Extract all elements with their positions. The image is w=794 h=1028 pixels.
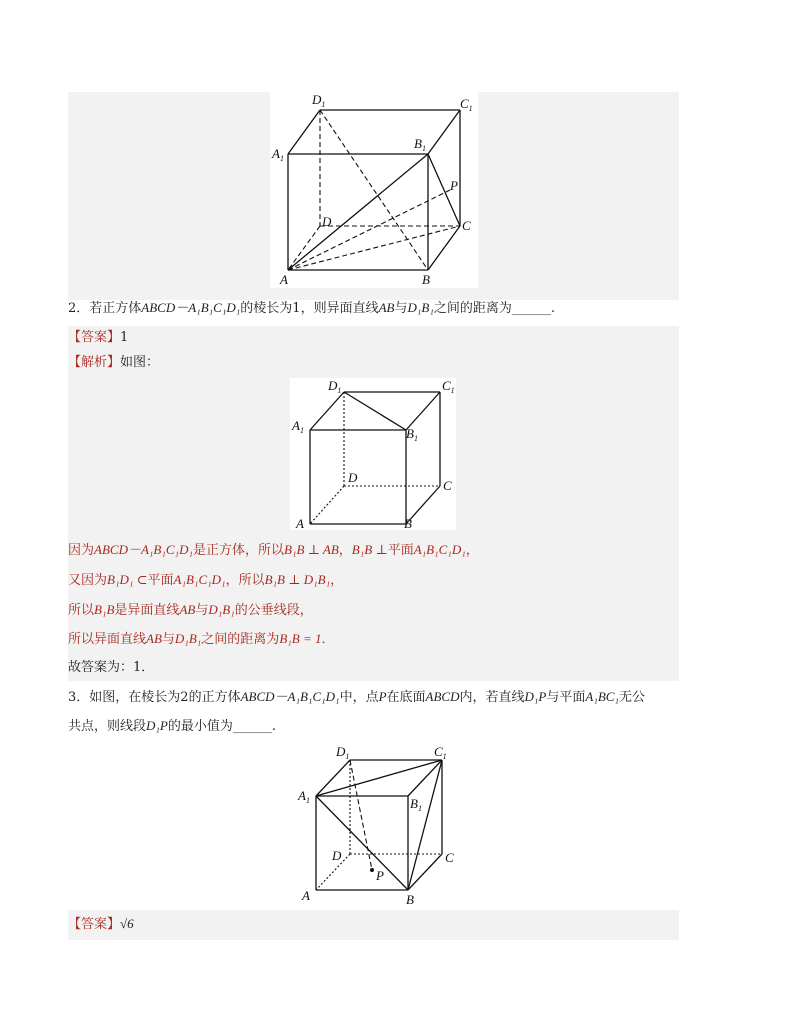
label-d: D — [348, 470, 358, 485]
q3-cube-name: ABCD－A₁B₁C₁D₁ — [240, 689, 340, 704]
label-a1: A — [272, 146, 280, 161]
sol-relation: B₁B ⊥ AB — [284, 542, 339, 557]
question-3-line-1 — [68, 685, 679, 710]
sol-relation: B₁B ⊥ D₁B₁ — [264, 572, 331, 587]
sol-conclusion: 故答案为：1． — [68, 660, 155, 675]
q3-text: . — [271, 719, 277, 734]
sol-text: 平面 — [387, 543, 414, 558]
q3-answer-blank: ______ — [232, 719, 272, 734]
label-c1-sub: 1 — [450, 386, 455, 395]
q2-answer — [68, 326, 679, 350]
q3-answer — [68, 912, 679, 937]
sol-line: D₁B₁ — [174, 631, 202, 646]
svg-text:B1 — [410, 796, 422, 813]
svg-text:D1 — [327, 378, 341, 395]
sol-relation: B₁B ⊥ — [351, 542, 388, 557]
label-b1-sub: 1 — [421, 144, 426, 153]
svg-text:A1 — [271, 146, 284, 163]
q3-text: 无公 — [618, 690, 645, 705]
sol-text: 之间的距离为 — [201, 632, 280, 647]
q2-answer-blank: ______ — [511, 301, 551, 316]
svg-text:C1 — [434, 744, 447, 761]
q3-line: D₁P — [524, 689, 547, 704]
sol-text: 所以异面直线 — [68, 632, 147, 647]
sol-text: 又因为 — [68, 573, 108, 588]
label-d1-sub: 1 — [337, 386, 342, 395]
label-b1: B — [406, 426, 414, 441]
label-d1-sub: 1 — [345, 752, 350, 761]
q2-text: 之间的距离为 — [433, 301, 512, 316]
q2-text: ，则异面直线 — [300, 301, 379, 316]
q3-plane: A₁BC₁ — [585, 689, 619, 704]
sol-relation: B₁D₁ ⊂ — [107, 572, 148, 587]
sol-plane: A₁B₁C₁D₁ — [413, 542, 466, 557]
q2-text: 与 — [394, 301, 408, 316]
label-b1: B — [414, 136, 422, 151]
label-p: P — [376, 868, 384, 883]
analysis-text: 如图： — [120, 355, 160, 370]
svg-text:D1 — [311, 92, 325, 109]
answer-value: √6 — [120, 916, 134, 931]
q2-text: 若正方体 — [89, 301, 142, 316]
label-b1-sub: 1 — [413, 434, 418, 443]
svg-text:C1 — [442, 378, 455, 395]
sol-text: ， — [338, 543, 352, 558]
svg-text:A1 — [291, 418, 304, 435]
label-b: B — [422, 272, 430, 287]
sol-line: AB — [146, 631, 162, 646]
answer-tag: 【答案】 — [68, 917, 121, 932]
sol-segment: B₁B — [94, 602, 115, 617]
q2-text: 的棱长为 — [240, 301, 293, 316]
figure-cube-1 — [270, 92, 478, 288]
question-3-number: 3． — [68, 690, 90, 705]
svg-text:B1 — [406, 426, 418, 443]
label-p: P — [450, 178, 458, 193]
q2-cube-name: ABCD－A₁B₁C₁D₁ — [141, 300, 241, 315]
label-c: C — [445, 850, 454, 865]
label-a1-sub: 1 — [305, 796, 310, 805]
label-c1: C — [442, 378, 451, 393]
q3-text: 内，若直线 — [459, 690, 525, 705]
label-d: D — [332, 848, 342, 863]
sol-equation: B₁B = 1 — [279, 631, 322, 646]
q3-segment: D₁P — [146, 718, 168, 733]
sol-text: ． — [321, 632, 335, 647]
solution-line-3 — [68, 598, 679, 623]
sol-text: 所以 — [68, 603, 95, 618]
label-a: A — [302, 888, 310, 903]
label-d1: D — [312, 92, 322, 107]
svg-text:B1 — [414, 136, 426, 153]
label-b: B — [406, 892, 414, 907]
label-a1: A — [292, 418, 300, 433]
sol-text: ， — [465, 543, 479, 558]
question-2-number: 2． — [68, 301, 90, 316]
sol-cube-name: ABCD－A₁B₁C₁D₁ — [94, 542, 193, 557]
q3-text: 如图，在棱长为 — [89, 690, 181, 705]
sol-text: 与 — [161, 632, 175, 647]
q2-analysis — [68, 351, 679, 375]
label-d: D — [322, 214, 332, 229]
label-b: B — [404, 516, 412, 530]
q3-text: 与平面 — [546, 690, 586, 705]
sol-text: 的公垂线段， — [234, 603, 313, 618]
label-d1: D — [336, 744, 346, 759]
q3-text: 共点，则线段 — [68, 719, 147, 734]
label-a1-sub: 1 — [279, 154, 284, 163]
sol-text: ， — [330, 573, 344, 588]
label-b1-sub: 1 — [417, 804, 422, 813]
sol-plane: A₁B₁C₁D₁ — [173, 572, 226, 587]
sol-text: 与 — [195, 603, 209, 618]
analysis-tag: 【解析】 — [68, 355, 121, 370]
label-d1-sub: 1 — [321, 100, 326, 109]
solution-line-2 — [68, 568, 679, 593]
sol-text: 平面 — [147, 573, 174, 588]
sol-text: 是异面直线 — [114, 603, 180, 618]
label-a1: A — [298, 788, 306, 803]
solution-line-1 — [68, 538, 679, 563]
q2-line-d1b1: D₁B₁ — [407, 300, 434, 315]
label-d1: D — [328, 378, 338, 393]
svg-text:D1 — [335, 744, 349, 761]
label-c1: C — [460, 96, 469, 111]
q3-base: ABCD — [425, 689, 460, 704]
solution-line-4 — [68, 627, 679, 652]
q3-text: 在底面 — [386, 690, 426, 705]
q3-text: 的正方体 — [188, 690, 241, 705]
svg-text:A1 — [297, 788, 310, 805]
label-c1: C — [434, 744, 443, 759]
answer-tag: 【答案】 — [68, 330, 121, 345]
answer-value: 1 — [120, 330, 129, 345]
q3-text: 中，点 — [339, 690, 379, 705]
label-b1: B — [410, 796, 418, 811]
label-c1-sub: 1 — [442, 752, 447, 761]
q3-text: 的最小值为 — [167, 719, 233, 734]
q2-line-ab: AB — [378, 300, 395, 315]
question-3-line-2 — [68, 714, 679, 739]
q3-point: P — [378, 689, 387, 704]
label-c: C — [443, 478, 452, 493]
sol-line: AB — [179, 602, 196, 617]
solution-conclusion — [68, 656, 679, 680]
sol-text: 是正方体，所以 — [192, 543, 284, 558]
question-2 — [68, 296, 679, 321]
q3-edge-length: 2 — [180, 690, 189, 705]
label-a: A — [280, 272, 288, 287]
q2-edge-length: 1 — [292, 301, 301, 316]
sol-text: ，所以 — [225, 573, 265, 588]
sol-line: D₁B₁ — [208, 602, 235, 617]
figure-cube-3 — [296, 742, 462, 908]
figure-cube-2 — [290, 378, 456, 530]
sol-text: 因为 — [68, 543, 95, 558]
label-a1-sub: 1 — [299, 426, 304, 435]
q2-text: . — [550, 301, 556, 316]
svg-text:C1 — [460, 96, 473, 113]
label-c: C — [462, 218, 471, 233]
label-c1-sub: 1 — [468, 104, 473, 113]
label-a: A — [296, 516, 304, 530]
